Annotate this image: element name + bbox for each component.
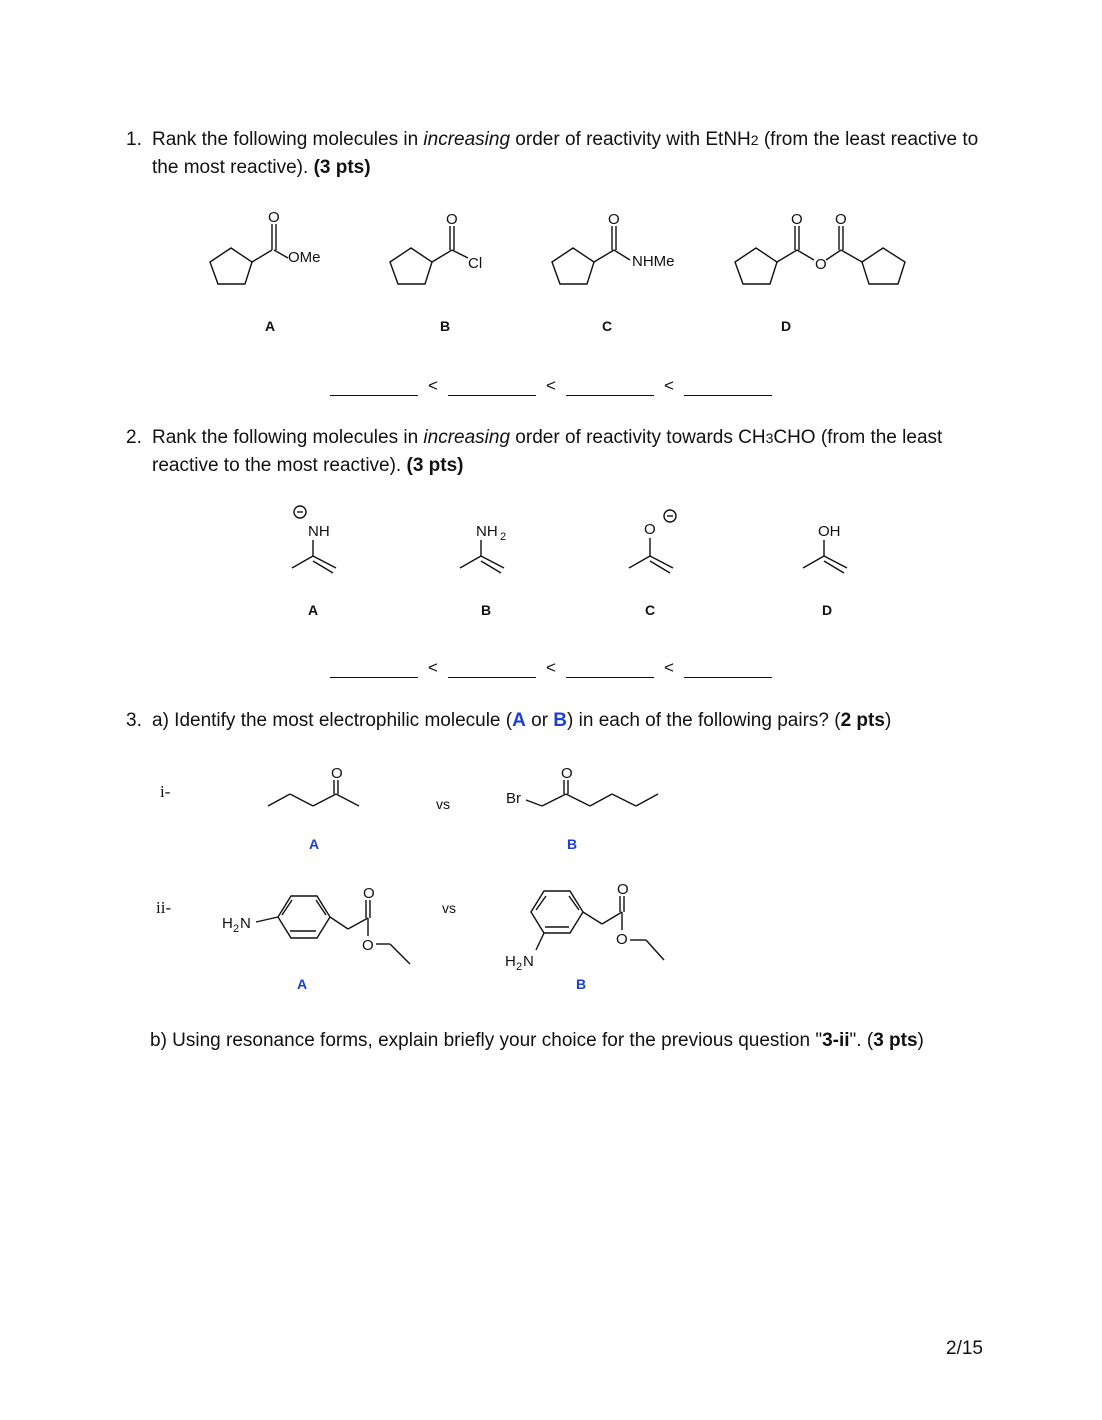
q3-ii-label-b: B: [575, 976, 587, 992]
pair-ii-label: ii-: [156, 898, 172, 917]
q1-label-a: A: [264, 318, 276, 334]
pair-i-label: i-: [160, 782, 171, 801]
q1-a-carbonyl-o: O: [268, 209, 280, 226]
question-number: 1.: [126, 129, 142, 150]
question-text: Rank the following molecules in increasing order of reactivity with EtNH2 (from the least reactive to the most reactive). (3 pts): [152, 129, 979, 178]
q3-i-b-o: O: [561, 765, 573, 782]
question-text: Rank the following molecules in increasing order of reactivity towards CH3CHO (from the least reactive to the most reactive). (3 pts): [152, 427, 943, 476]
q1-d-carbonyl-o2: O: [835, 211, 847, 228]
q1-a-group: OMe: [288, 249, 321, 266]
q1-b-carbonyl-o: O: [446, 211, 458, 228]
q2-ranking-blanks[interactable]: < < <: [330, 658, 772, 678]
q3-i-b-br: Br: [506, 790, 521, 807]
q3-ii-label-a: A: [296, 976, 308, 992]
q2-label-b: B: [480, 602, 492, 618]
q1-label-b: B: [439, 318, 451, 334]
q2-d-group: OH: [818, 523, 841, 540]
q1-label-d: D: [780, 318, 792, 334]
q3-ii-b-o1: O: [617, 881, 629, 898]
q2-a-group: NH: [308, 523, 330, 540]
q3-ii-a-o2: O: [362, 937, 374, 954]
q3-i-a-o: O: [331, 765, 343, 782]
question-text: a) Identify the most electrophilic molecule (A or B) in each of the following pairs? (2 pts): [152, 710, 892, 731]
q2-c-group: O: [644, 521, 656, 538]
question-number: 2.: [126, 427, 142, 448]
q1-label-c: C: [601, 318, 613, 334]
page-number: 2/15: [946, 1338, 983, 1359]
q3-ii-a-n: N: [240, 915, 251, 932]
q2-b-subscript: 2: [500, 531, 507, 543]
q1-c-group: NHMe: [632, 253, 675, 270]
q3-ii-b-o2: O: [616, 931, 628, 948]
q2-label-c: C: [644, 602, 656, 618]
question-3b: b) Using resonance forms, explain briefly your choice for the previous question "3-ii". (3 pts): [150, 1030, 924, 1051]
q1-ranking-blanks[interactable]: < < <: [330, 376, 772, 396]
q3-ii-a-sub: 2: [233, 923, 240, 935]
q3-ii-b-n: N: [523, 953, 534, 970]
vs-i: vs: [436, 796, 450, 812]
q3-ii-a-o1: O: [363, 885, 375, 902]
q3-i-label-b: B: [566, 836, 578, 852]
question-number: 3.: [126, 710, 142, 731]
q2-b-group: NH: [476, 523, 498, 540]
q2-label-a: A: [307, 602, 319, 618]
q1-d-bridge-o: O: [815, 256, 827, 273]
q2-label-d: D: [821, 602, 833, 618]
q3-ii-a-h: H: [222, 915, 233, 932]
q1-d-carbonyl-o1: O: [791, 211, 803, 228]
q3-i-label-a: A: [308, 836, 320, 852]
q1-c-carbonyl-o: O: [608, 211, 620, 228]
q1-b-group: Cl: [468, 255, 483, 272]
q3-ii-b-h: H: [505, 953, 516, 970]
vs-ii: vs: [442, 900, 456, 916]
q3-ii-b-sub: 2: [516, 961, 523, 973]
